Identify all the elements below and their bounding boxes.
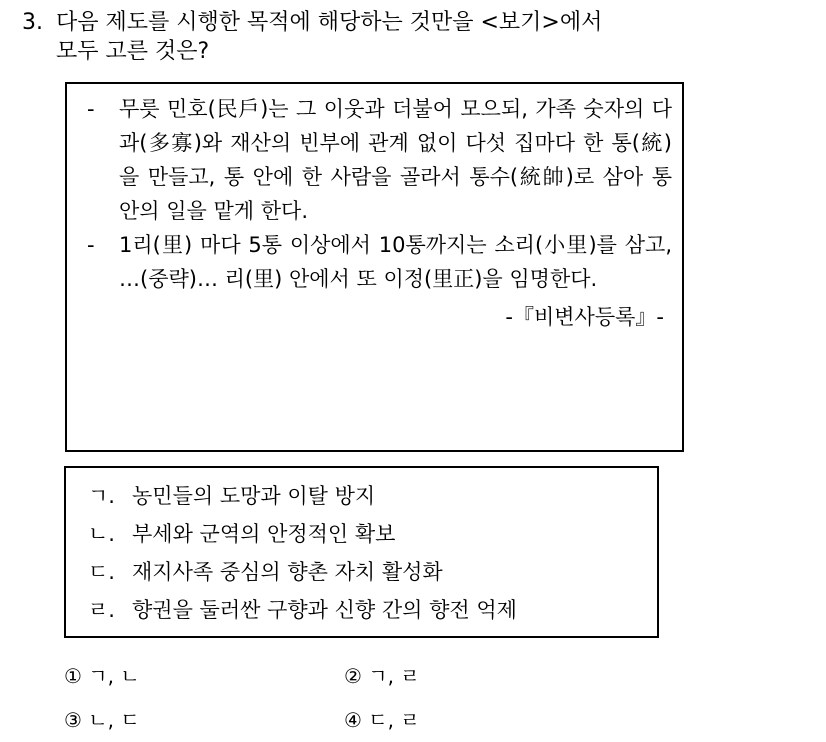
choice-3[interactable]: ③ ㄴ, ㄷ (64, 708, 140, 732)
question-line-2 (22, 37, 602, 66)
source-passage-box (65, 82, 684, 452)
choice-1[interactable]: ① ㄱ, ㄴ (64, 664, 140, 688)
source-text: 무릇 민호(民戶)는 그 이웃과 더불어 모으되, 가족 숫자의 다과(多寡)와 재산의 빈부에 관계 없이 다섯 집마다 한 통(統)을 만들고, 통 안에 한 사람을 골라서 통수(統帥)로 삼아 통 안의 일을 맡게 한다. (119, 97, 672, 223)
bogi-text: 농민들의 도망과 이탈 방지 (132, 484, 376, 508)
bogi-mark: ㄹ. (88, 598, 115, 622)
question-stem (22, 8, 602, 66)
bogi-item (88, 477, 647, 515)
question-number: 3. (22, 10, 43, 35)
bogi-item (88, 553, 647, 591)
question-text-2: 모두 고른 것은? (56, 39, 210, 64)
source-citation: -『비변사등록』- (505, 305, 664, 329)
source-dash: - (87, 97, 95, 121)
choice-row (64, 654, 624, 698)
bogi-mark: ㄷ. (88, 560, 115, 584)
source-text: 1리(里) 마다 5통 이상에서 10통까지는 소리(小里)를 삼고, …(중략)… 리(里) 안에서 또 이정(里正)을 임명한다. (119, 233, 672, 291)
choice-4[interactable]: ④ ㄷ, ㄹ (344, 708, 420, 732)
question-text-1: 다음 제도를 시행한 목적에 해당하는 것만을 <보기>에서 (56, 10, 603, 35)
source-item (87, 92, 672, 228)
bogi-text: 향권을 둘러싼 구향과 신향 간의 향전 억제 (132, 598, 517, 622)
source-dash: - (87, 233, 95, 257)
source-item (87, 228, 672, 296)
bogi-mark: ㄱ. (88, 484, 115, 508)
bogi-mark: ㄴ. (88, 522, 115, 546)
bogi-box (64, 466, 659, 638)
bogi-text: 재지사족 중심의 향촌 자치 활성화 (132, 560, 443, 584)
bogi-item (88, 591, 647, 629)
choice-2[interactable]: ② ㄱ, ㄹ (344, 664, 420, 688)
bogi-text: 부세와 군역의 안정적인 확보 (132, 522, 396, 546)
question-line-1 (22, 8, 602, 37)
bogi-item (88, 515, 647, 553)
choice-row (64, 698, 624, 742)
